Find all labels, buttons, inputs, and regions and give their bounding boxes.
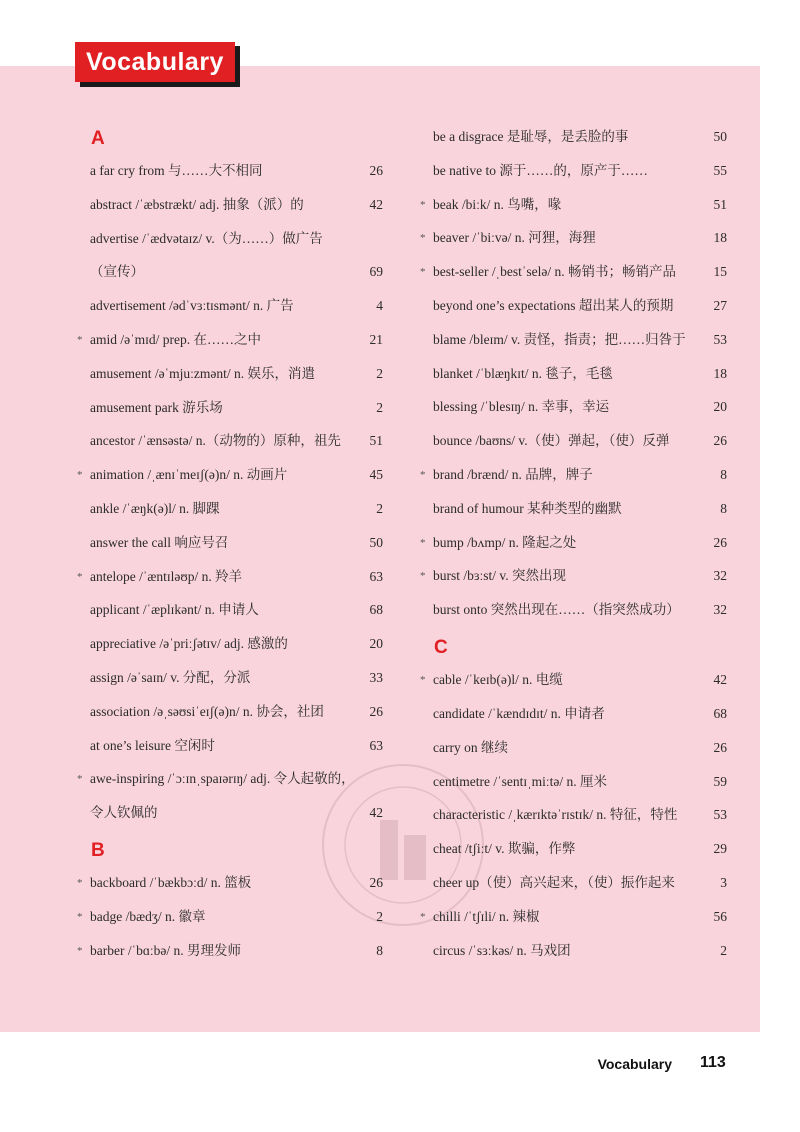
entry-text: awe-inspiring /ˈɔːɪnˌspaɪərɪŋ/ adj. 令人起敬的， [90, 771, 355, 787]
vocabulary-entry [420, 295, 727, 317]
star-marker: * [420, 674, 426, 687]
entry-page-number: 18 [713, 365, 727, 381]
section-letter: C [434, 637, 448, 659]
entry-page-number: 20 [369, 636, 383, 652]
entry-text: at one’s leisure 空闲时 [90, 737, 215, 753]
entry-page-number: 53 [713, 331, 727, 347]
vocabulary-entry [420, 329, 727, 351]
entry-text: backboard /ˈbækbɔːd/ n. 篮板 [90, 875, 252, 891]
entry-page-number: 4 [376, 298, 383, 314]
entry-page-number: 8 [720, 467, 727, 482]
vocabulary-entry [420, 430, 727, 452]
entry-page-number: 32 [713, 568, 727, 584]
entry-text: brand /brænd/ n. 品牌，牌子 [433, 467, 593, 482]
vocabulary-entry [77, 430, 383, 452]
vocabulary-entry [77, 701, 383, 723]
entry-text: cheat /tʃiːt/ v. 欺骗，作弊 [433, 841, 576, 857]
entry-text: animation /ˌænɪˈmeɪʃ(ə)n/ n. 动画片 [90, 467, 288, 483]
entry-text: amusement park 游乐场 [90, 399, 223, 415]
entry-page-number: 26 [713, 534, 727, 550]
star-marker: * [420, 266, 426, 279]
entry-text: beaver /ˈbiːvə/ n. 河狸，海狸 [433, 230, 596, 246]
entry-page-number: 53 [713, 807, 727, 823]
entry-page-number: 63 [369, 737, 383, 753]
vocabulary-entry [77, 872, 383, 894]
entry-page-number: 8 [376, 942, 383, 958]
star-marker: * [420, 910, 426, 923]
entry-text: carry on 继续 [433, 739, 508, 755]
vocabulary-entry [420, 872, 727, 894]
entry-page-number: 2 [376, 399, 383, 415]
vocabulary-entry [77, 633, 383, 655]
entry-page-number: 55 [713, 162, 727, 178]
entry-text: advertise /ˈædvətaɪz/ v.（为……）做广告 [90, 230, 323, 246]
vocabulary-entry [77, 599, 383, 621]
entry-page-number: 18 [713, 230, 727, 246]
vocabulary-entry [77, 566, 383, 588]
entry-page-number: 63 [369, 568, 383, 584]
vocabulary-entry [420, 906, 727, 928]
entry-text: 令人钦佩的 [90, 805, 158, 821]
entry-text: chilli /ˈtʃɪli/ n. 辣椒 [433, 908, 540, 924]
vocabulary-entry [420, 804, 727, 826]
vocabulary-entry [420, 126, 727, 148]
entry-text: burst /bɜːst/ v. 突然出现 [433, 568, 567, 584]
entry-page-number: 26 [713, 739, 727, 755]
entry-page-number: 3 [720, 875, 727, 890]
vocabulary-entry [420, 599, 727, 621]
vocabulary-entry [77, 667, 383, 689]
entry-page-number: 26 [713, 433, 727, 449]
entry-text: answer the call 响应号召 [90, 534, 229, 550]
entry-text: assign /əˈsaɪn/ v. 分配，分派 [90, 670, 251, 685]
entry-page-number: 51 [713, 196, 727, 212]
vocabulary-entry [420, 227, 727, 249]
entry-text: blanket /ˈblæŋkɪt/ n. 毯子，毛毯 [433, 365, 613, 381]
entry-page-number: 50 [369, 534, 383, 550]
entry-page-number: 50 [713, 129, 727, 144]
entry-page-number: 20 [713, 399, 727, 415]
vocabulary-entry [420, 396, 727, 418]
entry-text: beak /biːk/ n. 鸟嘴，喙 [433, 196, 562, 212]
vocabulary-entry [420, 771, 727, 793]
star-marker: * [77, 570, 83, 583]
entry-page-number: 51 [369, 433, 383, 449]
entry-text: be a disgrace 是耻辱，是丢脸的事 [433, 129, 629, 144]
vocabulary-entry [77, 363, 383, 385]
section-letter: A [91, 128, 105, 149]
star-marker: * [420, 469, 426, 481]
entry-text: bounce /baʊns/ v.（使）弹起，（使）反弹 [433, 433, 670, 449]
entry-page-number: 68 [369, 602, 383, 618]
entry-page-number: 8 [720, 500, 727, 516]
vocabulary-entry [420, 737, 727, 759]
entry-page-number: 68 [713, 706, 727, 721]
entry-text: badge /bædʒ/ n. 徽章 [90, 909, 206, 924]
entry-page-number: 69 [369, 264, 383, 280]
page-number: 113 [700, 1054, 726, 1071]
entry-text: brand of humour 某种类型的幽默 [433, 500, 622, 516]
entry-page-number: 27 [713, 298, 727, 313]
entry-page-number: 26 [369, 703, 383, 719]
entry-page-number: 26 [369, 163, 383, 178]
section-letter: B [91, 840, 105, 862]
entry-page-number: 15 [713, 264, 727, 280]
entry-text: burst onto 突然出现在……（指突然成功） [433, 602, 680, 618]
vocabulary-entry [77, 228, 383, 250]
entry-text: antelope /ˈæntɪləʊp/ n. 羚羊 [90, 568, 243, 584]
vocabulary-entry [420, 160, 727, 182]
entry-text: ankle /ˈæŋk(ə)l/ n. 脚踝 [90, 501, 220, 516]
entry-text: amusement /əˈmjuːzmənt/ n. 娱乐，消遣 [90, 365, 315, 381]
entry-page-number: 42 [369, 805, 383, 821]
vocabulary-entry [77, 940, 383, 962]
entry-page-number: 2 [376, 365, 383, 381]
star-marker: * [420, 536, 426, 549]
entry-text: a far cry from 与……大不相同 [90, 163, 263, 178]
star-marker: * [77, 773, 83, 786]
vocabulary-entry [420, 363, 727, 385]
entry-text: be native to 源于……的，原产于…… [433, 162, 648, 178]
star-marker: * [77, 877, 83, 890]
entry-text: circus /ˈsɜːkəs/ n. 马戏团 [433, 942, 571, 958]
vocabulary-entry [77, 261, 383, 283]
entry-text: applicant /ˈæplɪkənt/ n. 申请人 [90, 602, 259, 618]
entry-page-number: 26 [369, 875, 383, 891]
entry-page-number: 21 [369, 332, 383, 347]
entry-text: （宣传） [90, 264, 144, 280]
entry-page-number: 2 [376, 909, 383, 924]
vocabulary-entry [420, 565, 727, 587]
vocabulary-entry [420, 703, 727, 725]
vocabulary-entry [420, 498, 727, 520]
entry-text: cable /ˈkeɪb(ə)l/ n. 电缆 [433, 672, 563, 688]
footer-section-label: Vocabulary [597, 1056, 672, 1072]
vocabulary-entry [77, 802, 383, 824]
vocabulary-entry [420, 532, 727, 554]
vocabulary-entry [420, 838, 727, 860]
entry-text: best-seller /ˌbestˈselə/ n. 畅销书；畅销产品 [433, 264, 676, 280]
entry-text: amid /əˈmɪd/ prep. 在……之中 [90, 332, 261, 347]
entry-page-number: 45 [369, 467, 383, 483]
vocabulary-entry [420, 464, 727, 486]
star-marker: * [420, 198, 426, 211]
entry-text: abstract /ˈæbstrækt/ adj. 抽象（派）的 [90, 196, 304, 212]
entry-page-number: 42 [369, 196, 383, 212]
entry-text: centimetre /ˈsentɪˌmiːtə/ n. 厘米 [433, 773, 607, 789]
vocabulary-entry [420, 669, 727, 691]
star-marker: * [77, 944, 83, 957]
vocabulary-entry [420, 940, 727, 962]
star-marker: * [77, 334, 83, 346]
star-marker: * [420, 232, 426, 245]
vocabulary-entry [77, 295, 383, 317]
entry-page-number: 56 [713, 908, 727, 924]
entry-page-number: 2 [376, 501, 383, 516]
entry-page-number: 32 [713, 602, 727, 618]
star-marker: * [420, 570, 426, 583]
entry-text: candidate /ˈkændɪdɪt/ n. 申请者 [433, 706, 605, 721]
entry-text: ancestor /ˈænsəstə/ n.（动物的）原种，祖先 [90, 433, 341, 449]
vocabulary-entry [77, 906, 383, 928]
vocabulary-entry [420, 261, 727, 283]
vocabulary-entry [77, 194, 383, 216]
entry-page-number: 42 [713, 672, 727, 688]
entry-page-number: 33 [369, 670, 383, 685]
entry-text: barber /ˈbɑːbə/ n. 男理发师 [90, 942, 242, 958]
star-marker: * [77, 469, 83, 482]
vocabulary-entry [420, 194, 727, 216]
star-marker: * [77, 911, 83, 923]
entry-text: blessing /ˈblesɪŋ/ n. 幸事，幸运 [433, 399, 610, 415]
entry-text: appreciative /əˈpriːʃətɪv/ adj. 感激的 [90, 636, 288, 652]
vocabulary-entry [77, 735, 383, 757]
entry-text: advertisement /ədˈvɜːtɪsmənt/ n. 广告 [90, 298, 294, 314]
entry-text: bump /bʌmp/ n. 隆起之处 [433, 534, 577, 550]
entry-text: cheer up（使）高兴起来，（使）振作起来 [433, 875, 675, 890]
vocabulary-entry [77, 532, 383, 554]
vocabulary-entry [77, 160, 383, 182]
vocabulary-entry [77, 498, 383, 520]
entry-page-number: 59 [713, 773, 727, 789]
vocabulary-entry [77, 464, 383, 486]
vocabulary-entry [77, 397, 383, 419]
vocabulary-entry [77, 768, 383, 790]
page-title: Vocabulary [75, 42, 235, 82]
entry-text: characteristic /ˌkærɪktəˈrɪstɪk/ n. 特征，特性 [433, 807, 678, 823]
entry-text: association /əˌsəʊsiˈeɪʃ(ə)n/ n. 协会，社团 [90, 703, 324, 719]
entry-text: beyond one’s expectations 超出某人的预期 [433, 298, 674, 313]
entry-page-number: 2 [720, 942, 727, 958]
entry-text: blame /bleɪm/ v. 责怪，指责；把……归咎于 [433, 331, 686, 347]
entry-page-number: 29 [713, 841, 727, 857]
vocabulary-entry [77, 329, 383, 351]
